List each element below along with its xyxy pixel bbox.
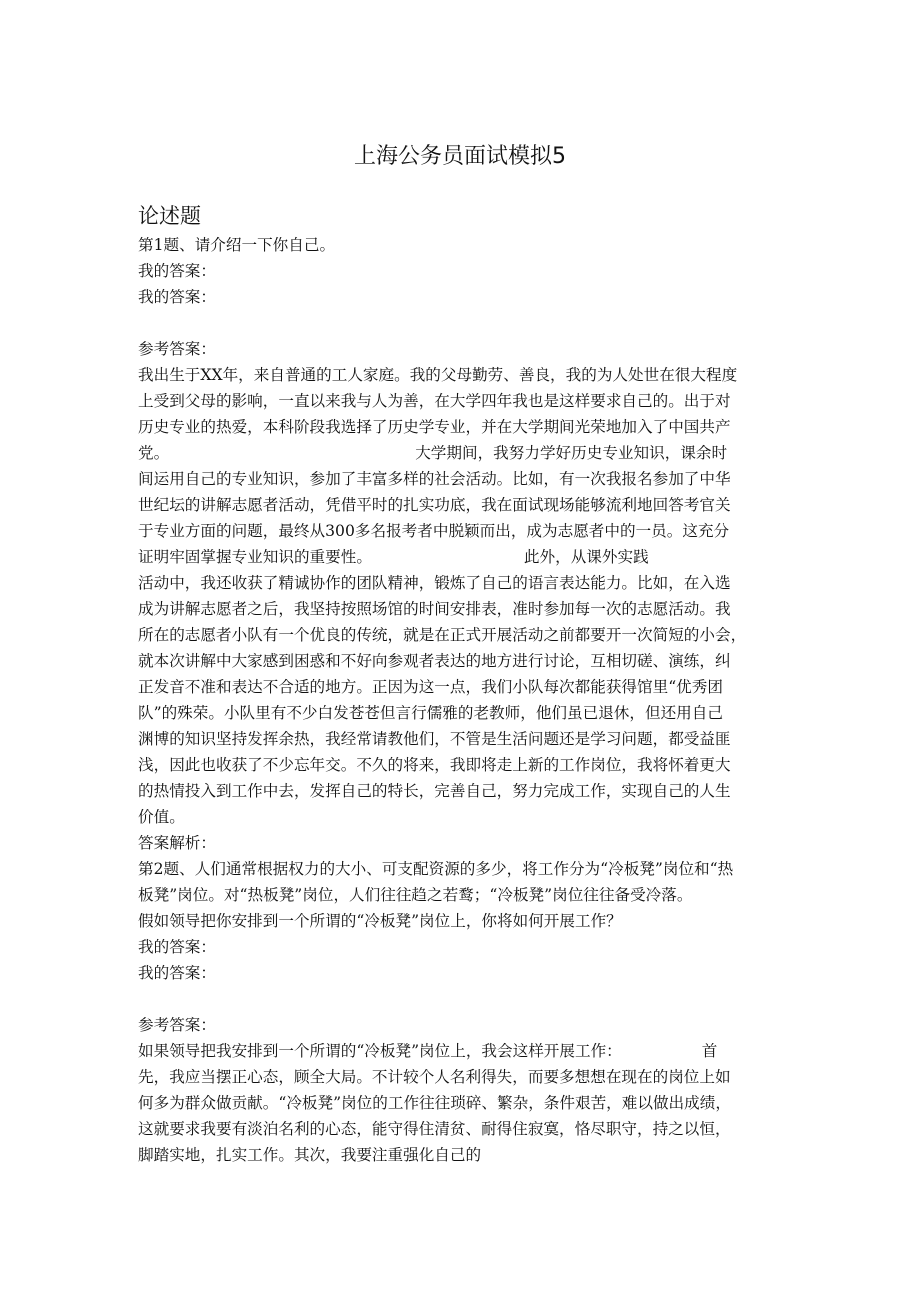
- answer-line: [138, 1038, 798, 1064]
- answer-fragment: 首: [701, 1042, 718, 1060]
- answer-line: 渊博的知识坚持发挥余热，我经常请教他们，不管是生活问题还是学习问题，都受益匪: [138, 730, 731, 748]
- answer-line: 上受到父母的影响，一直以来我与人为善，在大学四年我也是这样要求自己的。出于对: [138, 392, 731, 410]
- answer-line: 这就要求我要有淡泊名利的心态，能守得住清贫、耐得住寂寞，恪尽职守，持之以恒，: [138, 1120, 731, 1138]
- answer-line: 历史专业的热爱，本科阶段我选择了历史学专业，并在大学期间光荣地加入了中国共产: [138, 418, 731, 436]
- answer-line: 世纪坛的讲解志愿者活动，凭借平时的扎实功底，我在面试现场能够流利地回答考官关: [138, 496, 731, 514]
- question-1-text: 第1题、请介绍一下你自己。: [138, 236, 336, 254]
- answer-fragment: 此外，从课外实践: [523, 548, 649, 566]
- answer-line: 所在的志愿者小队有一个优良的传统，就是在正式开展活动之前都要开一次简短的小会，: [138, 626, 747, 644]
- question-2-block: [138, 856, 798, 1168]
- question-2-text: 假如领导把你安排到一个所谓的“冷板凳”岗位上，你将如何开展工作？: [138, 912, 622, 930]
- answer-fragment: 如果领导把我安排到一个所谓的“冷板凳”岗位上，我会这样开展工作：: [138, 1042, 622, 1060]
- my-answer-label: 我的答案：: [138, 938, 216, 956]
- answer-analysis-label: 答案解析：: [138, 834, 216, 852]
- answer-fragment: 证明牢固掌握专业知识的重要性。: [138, 548, 372, 566]
- question-2-text: 板凳”岗位。对“热板凳”岗位，人们往往趋之若鹜；“冷板凳”岗位往往备受冷落。: [138, 886, 693, 904]
- answer-line: 间运用自己的专业知识，参加了丰富多样的社会活动。比如，有一次我报名参加了中华: [138, 470, 731, 488]
- answer-line: 队”的殊荣。小队里有不少白发苍苍但言行儒雅的老教师，他们虽已退休，但还用自己: [138, 704, 723, 722]
- answer-line: 我出生于XX年，来自普通的工人家庭。我的父母勤劳、善良，我的为人处世在很大程度: [138, 366, 738, 384]
- answer-line: 脚踏实地，扎实工作。其次，我要注重强化自己的: [138, 1146, 482, 1164]
- spacer: [138, 310, 798, 336]
- section-heading: 论述题: [138, 204, 201, 228]
- answer-line: 成为讲解志愿者之后，我坚持按照场馆的时间安排表，准时参加每一次的志愿活动。我: [138, 600, 731, 618]
- question-2-text: 第2题、人们通常根据权力的大小、可支配资源的多少，将工作分为“冷板凳”岗位和“热: [138, 860, 734, 878]
- my-answer-label: 我的答案：: [138, 288, 216, 306]
- reference-answer-label: 参考答案：: [138, 340, 216, 358]
- answer-line: 先，我应当摆正心态，顾全大局。不计较个人名利得失，而要多想想在现在的岗位上如: [138, 1068, 731, 1086]
- answer-line: 价值。: [138, 808, 185, 826]
- document-title: 上海公务员面试模拟5: [354, 144, 566, 169]
- my-answer-label: 我的答案：: [138, 964, 216, 982]
- spacer: [138, 986, 798, 1012]
- answer-line: [138, 440, 798, 466]
- reference-answer-label: 参考答案：: [138, 1016, 216, 1034]
- question-1-block: [138, 232, 798, 856]
- answer-line: 的热情投入到工作中去，发挥自己的特长，完善自己，努力完成工作，实现自己的人生: [138, 782, 731, 800]
- answer-line: 活动中，我还收获了精诚协作的团队精神，锻炼了自己的语言表达能力。比如，在入选: [138, 574, 731, 592]
- answer-fragment: 党。: [138, 444, 170, 462]
- answer-line: [138, 544, 798, 570]
- answer-line: 浅，因此也收获了不少忘年交。不久的将来，我即将走上新的工作岗位，我将怀着更大: [138, 756, 731, 774]
- answer-fragment: 大学期间，我努力学好历史专业知识，课余时: [415, 444, 728, 462]
- answer-line: 何多为群众做贡献。“冷板凳”岗位的工作往往琐碎、繁杂，条件艰苦，难以做出成绩，: [138, 1094, 731, 1112]
- my-answer-label: 我的答案：: [138, 262, 216, 280]
- answer-line: 于专业方面的问题，最终从300多名报考者中脱颖而出，成为志愿者中的一员。这充分: [138, 522, 730, 540]
- answer-line: 就本次讲解中大家感到困惑和不好向参观者表达的地方进行讨论，互相切磋、演练，纠: [138, 652, 731, 670]
- answer-line: 正发音不准和表达不合适的地方。正因为这一点，我们小队每次都能获得馆里“优秀团: [138, 678, 723, 696]
